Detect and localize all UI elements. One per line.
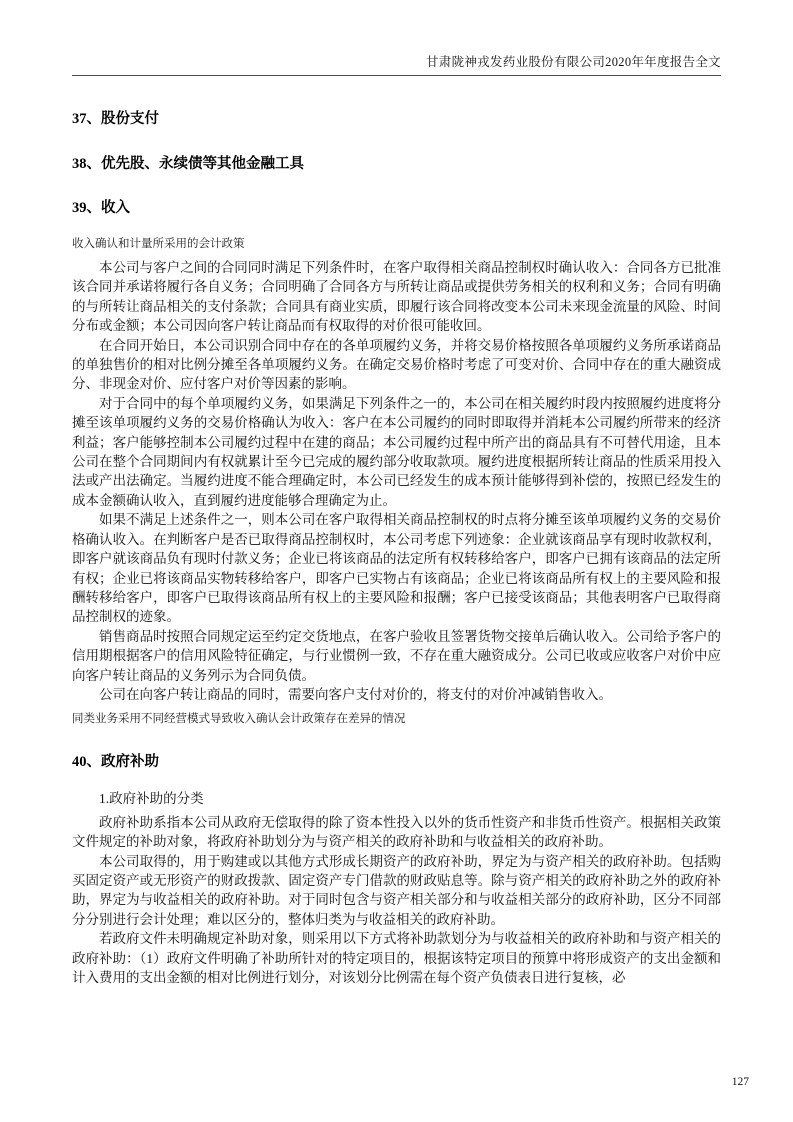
subsidy-paragraph-3: 若政府文件未明确规定补助对象，则采用以下方式将补助款划分为与收益相关的政府补助和与资产相关的政府补助：（1）政府文件明确了补助所针对的特定项目的，根据该特定项目的预算中将形成资产的支出金额和计入费用的支出金额的相对比例进行划分，对该划分比例需在每个资产负债表日进行复核，必 <box>72 931 721 985</box>
revenue-paragraph-1: 本公司与客户之间的合同同时满足下列条件时，在客户取得相关商品控制权时确认收入：合同各方已批准该合同并承诺将履行各自义务；合同明确了合同各方与所转让商品或提供劳务相关的权利和义务；合同有明确的与所转让商品相关的支付条款；合同具有商业实质，即履行该合同将改变本公司未来现金流量的风险、时间分布或金额；本公司因向客户转让商品而有权取得的对价很可能收回。 <box>72 260 721 334</box>
revenue-paragraph-3: 对于合同中的每个单项履约义务，如果满足下列条件之一的，本公司在相关履约时段内按照履约进度将分摊至该单项履约义务的交易价格确认为收入：客户在本公司履约的同时即取得并消耗本公司履约所带来的经济利益；客户能够控制本公司履约过程中在建的商品；本公司履约过程中所产出的商品具有不可替代用途，且本公司在整个合同期间内有权就累计至今已完成的履约部分收取款项。履约进度根据所转让商品的性质采用投入法或产出法确定。当履约进度不能合理确定时，本公司已经发生的成本预计能够得到补偿的，按照已经发生的成本金额确认收入，直到履约进度能够合理确定为止。 <box>72 395 721 508</box>
revenue-paragraph-4: 如果不满足上述条件之一，则本公司在客户取得相关商品控制权的时点将分摊至该单项履约义务的交易价格确认收入。在判断客户是否已取得商品控制权时，本公司考虑下列迹象：企业就该商品享有现时收款权利，即客户就该商品负有现时付款义务；企业已将该商品的法定所有权转移给客户，即客户已拥有该商品的法定所有权；企业已将该商品实物转移给客户，即客户已实物占有该商品；企业已将该商品所有权上的主要风险和报酬转移给客户，即客户已取得该商品所有权上的主要风险和报酬；客户已接受该商品；其他表明客户已取得商品控制权的迹象。 <box>72 512 721 625</box>
page-number: 127 <box>731 1076 749 1088</box>
section-heading-38-other-financial-instruments: 38、优先股、永续债等其他金融工具 <box>72 156 304 172</box>
subsidy-paragraph-1: 政府补助系指本公司从政府无偿取得的除了资本性投入以外的货币性资产和非货币性资产。根据相关政策文件规定的补助对象，将政府补助划分为与资产相关的政府补助和与收益相关的政府补助。 <box>72 814 721 850</box>
subsidy-paragraph-2: 本公司取得的，用于购建或以其他方式形成长期资产的政府补助，界定为与资产相关的政府补助。包括购买固定资产或无形资产的财政拨款、固定资产专门借款的财政贴息等。除与资产相关的政府补助之外的政府补助，界定为与收益相关的政府补助。对于同时包含与资产相关部分和与收益相关部分的政府补助，区分不同部分分别进行会计处理；难以区分的，整体归类为与收益相关的政府补助。 <box>72 853 721 927</box>
revenue-policy-label: 收入确认和计量所采用的会计政策 <box>72 238 245 250</box>
subsidy-paragraph-block <box>72 813 721 988</box>
revenue-paragraph-5: 销售商品时按照合同规定运至约定交货地点，在客户验收且签署货物交接单后确认收入。公司给予客户的信用期根据客户的信用风险特征确定，与行业惯例一致，不存在重大融资成分。公司已收或应收客户对价中应向客户转让商品的义务列示为合同负债。 <box>72 628 721 683</box>
document-header-title: 甘肃陇神戎发药业股份有限公司2020年年度报告全文 <box>72 52 721 76</box>
section-heading-40-government-subsidy: 40、政府补助 <box>72 754 159 771</box>
section-heading-39-revenue: 39、收入 <box>72 200 130 216</box>
revenue-paragraph-2: 在合同开始日，本公司识别合同中存在的各单项履约义务，并将交易价格按照各单项履约义务所承诺商品的单独售价的相对比例分摊至各单项履约义务。在确定交易价格时考虑了可变对价、合同中存在的重大融资成分、非现金对价、应付客户对价等因素的影响。 <box>72 337 721 392</box>
subsidy-classification-subheading: 1.政府补助的分类 <box>99 791 204 807</box>
section-heading-37-share-payment: 37、股份支付 <box>72 111 159 127</box>
revenue-difference-label: 同类业务采用不同经营模式导致收入确认会计政策存在差异的情况 <box>72 713 406 726</box>
revenue-paragraph-6: 公司在向客户转让商品的同时，需要向客户支付对价的，将支付的对价冲减销售收入。 <box>99 686 612 702</box>
